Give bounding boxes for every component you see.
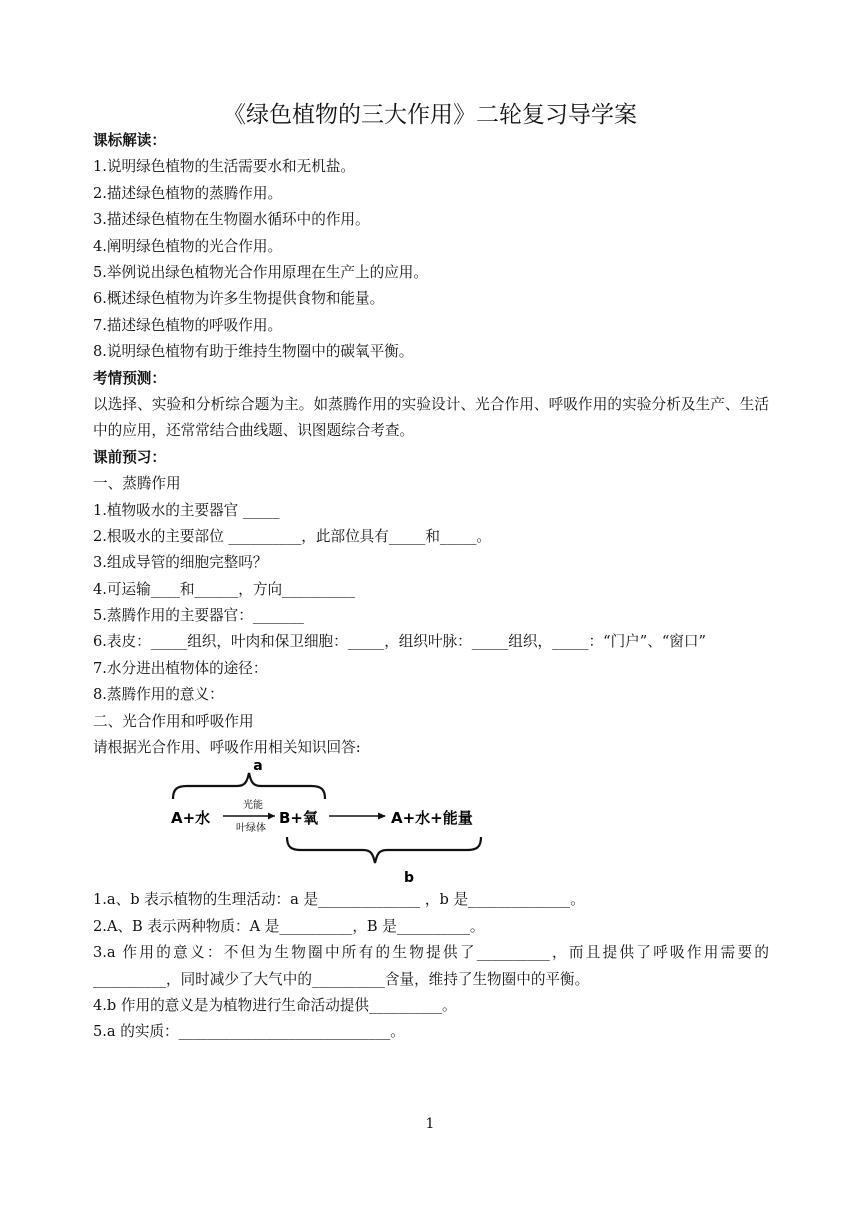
expr-middle: B+氧 <box>279 809 319 828</box>
page-title: 《绿色植物的三大作用》二轮复习导学案 <box>223 102 637 128</box>
standard-item: 2.描述绿色植物的蒸腾作用。 <box>93 184 283 202</box>
standard-item: 6.概述绿色植物为许多生物提供食物和能量。 <box>93 290 385 308</box>
document-body <box>93 128 769 1046</box>
condition-bottom: 叶绿体 <box>236 823 266 835</box>
standard-item: 8.说明绿色植物有助于维持生物圈中的碳氧平衡。 <box>93 343 414 361</box>
preview-heading: 课前预习： <box>93 448 166 466</box>
question-item: 4.b 作用的意义是为植物进行生命活动提供__________。 <box>93 997 457 1015</box>
reaction-diagram-svg <box>171 761 491 887</box>
question-item: 1.植物吸水的主要器官 _____ <box>93 501 280 519</box>
label-b: b <box>403 870 415 887</box>
forecast-heading: 考情预测： <box>93 369 166 387</box>
question-item: 1.a、b 表示植物的生理活动：a 是______________ ，b 是______________。 <box>93 891 585 909</box>
standards-heading: 课标解读： <box>93 132 166 149</box>
standard-item: 3.描述绿色植物在生物圈水循环中的作用。 <box>93 211 370 229</box>
arrow-2-head <box>378 813 386 820</box>
standard-item: 1.说明绿色植物的生活需要水和无机盐。 <box>93 158 356 176</box>
expr-left: A+水 <box>171 809 211 828</box>
brace-b <box>287 837 481 863</box>
question-item: 2.根吸水的主要部位 __________，此部位具有_____和_____。 <box>93 527 492 545</box>
question-item: 5.蒸腾作用的主要器官：_______ <box>93 607 304 625</box>
page-number: 1 <box>425 1116 435 1132</box>
standard-item: 4.阐明绿色植物的光合作用。 <box>93 237 283 255</box>
question-item: 3.组成导管的细胞完整吗？ <box>93 554 268 572</box>
question-item: 7.水分进出植物体的途径： <box>93 659 268 677</box>
label-a: a <box>253 761 263 775</box>
brace-a <box>173 773 325 799</box>
question-item: 8.蒸腾作用的意义： <box>93 686 224 704</box>
condition-top: 光能 <box>243 800 263 812</box>
standard-item: 5.举例说出绿色植物光合作用原理在生产上的应用。 <box>93 263 428 281</box>
question-item: 2.A、B 表示两种物质：A 是__________，B 是__________。 <box>93 917 485 935</box>
reaction-diagram <box>93 761 769 887</box>
part2-heading: 二、光合作用和呼吸作用 <box>93 712 254 730</box>
part1-heading: 一、蒸腾作用 <box>93 475 181 493</box>
arrow-1-head <box>268 813 275 820</box>
question-item: 6.表皮：_____组织，叶肉和保卫细胞：_____，组织叶脉：_____组织，_____：“门户”、“窗口” <box>93 633 706 651</box>
forecast-text: 以选择、实验和分析综合题为主。如蒸腾作用的实验设计、光合作用、呼吸作用的实验分析及生产、生活中的应用，还常常结合曲线题、识图题综合考查。 <box>93 395 769 440</box>
question-item: 3.a 作用的意义：不但为生物圈中所有的生物提供了__________，而且提供了呼吸作用需要的__________，同时减少了大气中的__________含量，维持了生物圈中的平衡。 <box>93 944 769 988</box>
question-item: 5.a 的实质：_____________________________。 <box>93 1023 405 1041</box>
expr-right: A+水+能量 <box>391 809 473 828</box>
question-item: 4.可运输____和______，方向__________ <box>93 580 356 598</box>
standard-item: 7.描述绿色植物的呼吸作用。 <box>93 316 283 334</box>
part2-intro: 请根据光合作用、呼吸作用相关知识回答: <box>93 739 361 757</box>
